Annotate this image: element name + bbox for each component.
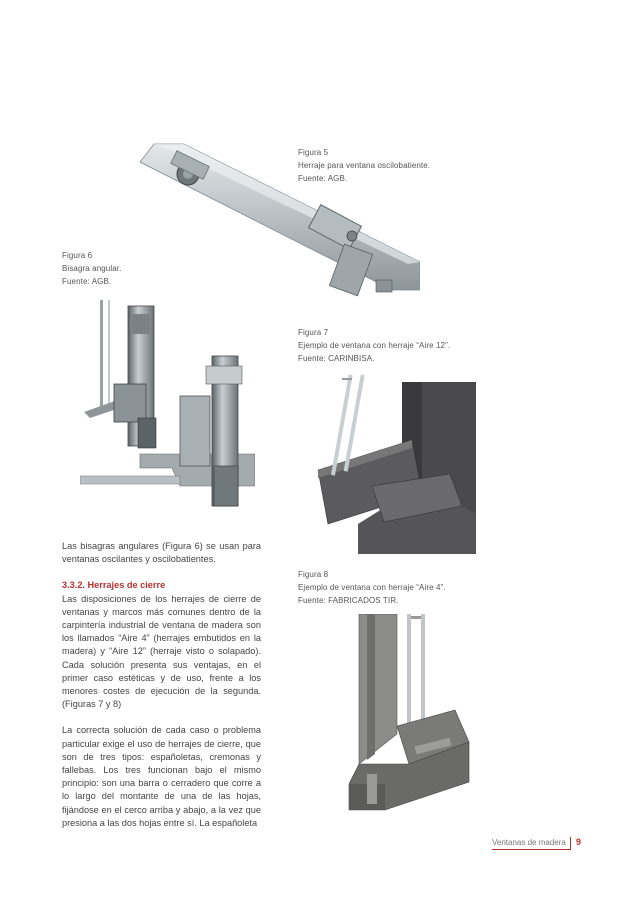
- footer-title: Ventanas de madera: [492, 838, 566, 847]
- section-heading: 3.3.2. Herrajes de cierre: [62, 580, 166, 591]
- figure-7-image: [312, 374, 477, 554]
- figure-8-description: Ejemplo de ventana con herraje “Aire 4”.: [298, 583, 446, 592]
- figure-5-label: Figura 5: [298, 148, 329, 157]
- figure-5-description: Herraje para ventana oscilobatiente.: [298, 161, 431, 170]
- paragraph-1: Las disposiciones de los herrajes de cierre de ventanas y marcos más comunes dentro de la carpintería industrial de ventana de madera son los llamados “Aire 4” (herrajes embutidos en la madera) y “Aire 12” (herraje visto o solapado). Cada solución presenta sus ventajas, en el primer caso estéticas y de uso, frente a los menores costes de ejecución de la segunda. (Figuras 7 y 8): [62, 593, 261, 710]
- footer-divider: [570, 837, 571, 850]
- figure-8-source: Fuente: FABRICADOS TIR.: [298, 596, 399, 605]
- paragraph-2: La correcta solución de cada caso o problema particular exige el uso de herrajes de cierre, que son de tres tipos: españoletas, cremonas y fallebas. Los tres funcionan bajo el mismo principio: son una barra o cerradero que corre a lo largo del montante de una de las hojas, fijándose en el cerco arriba y abajo, a la vez que presiona a las dos hojas entre sí. La españoleta: [62, 725, 261, 828]
- figure-5-source: Fuente: AGB.: [298, 174, 348, 183]
- figure-6-description: Bisagra angular.: [62, 264, 122, 273]
- figure-6-caption: [62, 249, 121, 288]
- figure-7-label: Figura 7: [298, 328, 329, 337]
- figure-6-source: Fuente: AGB.: [62, 277, 112, 286]
- figure-8-image: [345, 614, 485, 814]
- figure-7-description: Ejemplo de ventana con herraje “Aire 12”.: [298, 341, 451, 350]
- figure-5-caption: [298, 146, 430, 185]
- figure-8-caption: [298, 568, 446, 607]
- figure-8-label: Figura 8: [298, 570, 329, 579]
- footer-rule: [492, 849, 570, 850]
- figure-6-image: [80, 300, 255, 510]
- intro-paragraph: Las bisagras angulares (Figura 6) se usan para ventanas oscilantes y oscilobatientes.: [62, 541, 261, 565]
- body-text: [62, 540, 261, 830]
- figure-7-source: Fuente: CARINBISA.: [298, 354, 375, 363]
- figure-6-label: Figura 6: [62, 251, 93, 260]
- figure-7-caption: [298, 326, 450, 365]
- page-number: 9: [576, 837, 582, 847]
